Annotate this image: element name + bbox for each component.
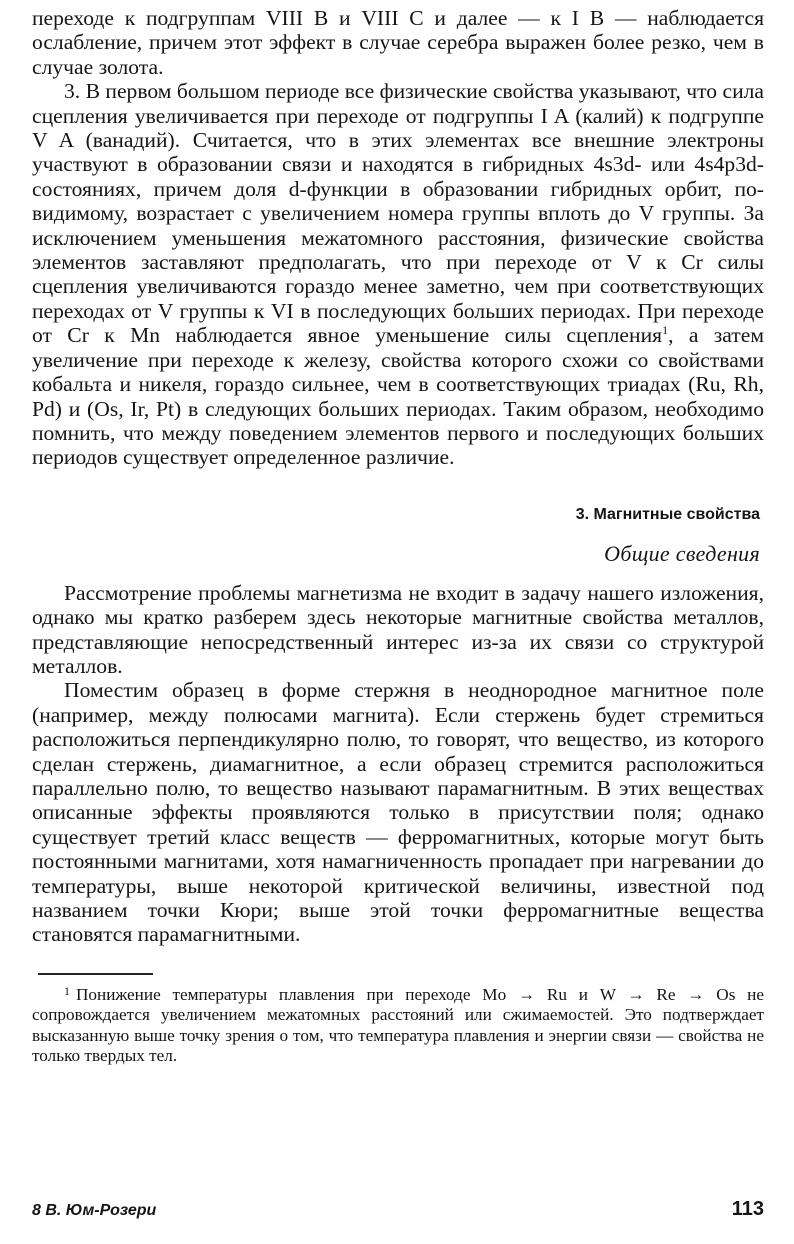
magnetism-paragraph-2: Поместим образец в форме стержня в неоднородное магнитное поле (например, между полюсами магнита). Если стержень будет стремиться расположиться перпендикулярно полю, то говорят, что вещество, из которого сделан стержень, диамагнитное, а если образец стремится расположиться параллельно полю, то вещество называют парамагнитным. В этих веществах описанные эффекты проявляются только в присутствии поля; однако существует третий класс веществ — ферромагнитных, которые могут быть постоянными магнитами, хотя намагниченность пропадает при нагревании до температуры, выше некоторой критической величины, известной под названием точки Кюри; выше этой точки ферромагнитные вещества становятся парамагнитными. xyxy=(32,678,764,947)
continuation-paragraph: переходе к подгруппам VIII B и VIII C и далее — к I B — наблюдается ослабление, причем этот эффект в случае серебра выражен более резко, чем в случае золота. xyxy=(32,6,764,79)
printer-signature: 8 В. Юм-Розери xyxy=(32,1202,157,1219)
paragraph-3 xyxy=(32,79,764,470)
page-number: 113 xyxy=(731,1198,764,1220)
footnote-divider xyxy=(38,973,153,975)
footnote-mark: 1 xyxy=(64,983,70,998)
footnote-reference: 1 xyxy=(662,323,669,338)
footnote-text: Понижение температуры плавления при переходе Mo → Ru и W → Re → Os не сопровождается увеличением межатомных расстояний или сжимаемостей. Это подтверждает высказанную выше точку зрения о том, что температура плавления и энергии связи — свойства не только твердых тел. xyxy=(32,984,764,1066)
magnetism-paragraph-1: Рассмотрение проблемы магнетизма не входит в задачу нашего изложения, однако мы кратко разберем здесь некоторые магнитные свойства металлов, представляющие непосредственный интерес из-за их связи со структурой металлов. xyxy=(32,580,764,678)
section-heading: 3. Магнитные свойства xyxy=(575,505,760,523)
page-footer xyxy=(32,1198,764,1221)
footnote xyxy=(32,981,764,1067)
paragraph-3-text-before-ref: 3. В первом большом периоде все физические свойства указывают, что сила сцепления увеличивается при переходе от подгруппы I A (калий) к подгруппе V A (ванадий). Считается, что в этих элементах все внешние электроны участвуют в образовании связи и находятся в гибридных 4s3d- или 4s4p3d-состояниях, причем доля d-функции в образовании гибридных орбит, по-видимому, возрастает с увеличением номера группы вплоть до V группы. За исключением уменьшения межатомного расстояния, физические свойства элементов заставляют предполагать, что при переходе от V к Cr силы сцепления увеличиваются гораздо менее заметно, чем при соответствующих переходах от V группы к VI в последующих больших периодах. При переходе от Cr к Mn наблюдается явное уменьшение силы сцепления xyxy=(32,79,764,348)
section-body xyxy=(32,581,764,947)
paragraph-3-text-after-ref: , а затем увеличение при переходе к железу, свойства которого схожи со свойствами кобальта и никеля, гораздо сильнее, чем в соответствующих триадах (Ru, Rh, Pd) и (Os, Ir, Pt) в следующих больших периодах. Таким образом, необходимо помнить, что между поведением элементов первого и последующих больших периодов существует определенное различие. xyxy=(32,323,764,470)
section-subheading: Общие сведения xyxy=(604,540,760,566)
